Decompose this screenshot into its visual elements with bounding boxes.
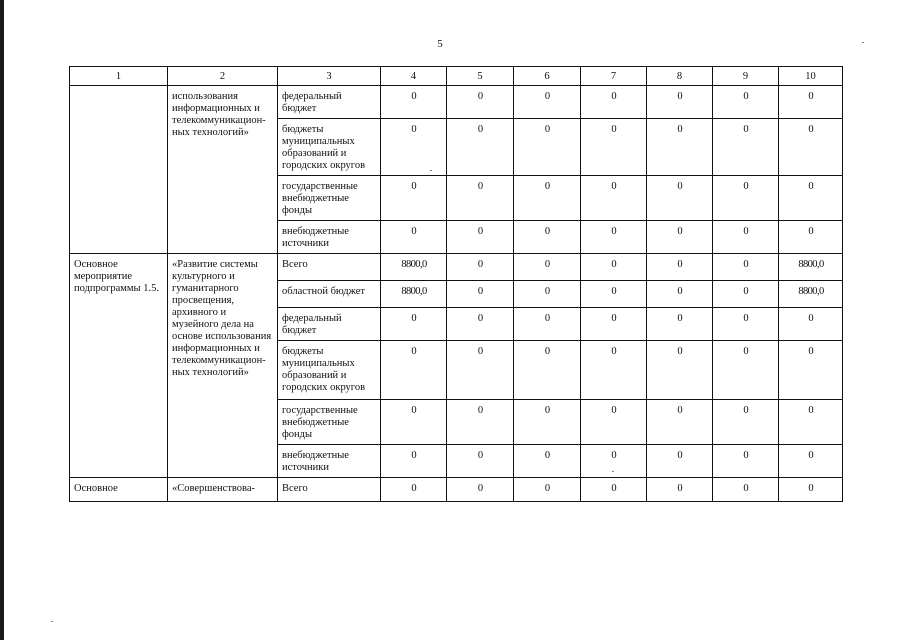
value-cell: 8800,0 — [779, 254, 843, 281]
funding-source-cell: государственные внебюджетные фонды — [278, 400, 381, 445]
value-cell: 0 — [514, 281, 581, 308]
header-cell-9: 9 — [713, 67, 779, 86]
value-cell: 0 — [647, 445, 713, 478]
header-cell-5: 5 — [447, 67, 514, 86]
header-row — [70, 67, 843, 86]
value-cell: 0 — [647, 119, 713, 176]
value-cell: 0 — [447, 86, 514, 119]
value-cell: 0 — [581, 341, 647, 400]
value-cell: 0 — [779, 86, 843, 119]
activity-name-cell: «Совершенствова- — [168, 478, 278, 502]
value-cell: 0 — [381, 400, 447, 445]
funding-source-cell: федеральный бюджет — [278, 86, 381, 119]
scan-edge-bar — [0, 0, 4, 640]
table-body — [70, 86, 843, 502]
value-cell: 0 — [713, 445, 779, 478]
funding-source-cell: государственные внебюджетные фонды — [278, 176, 381, 221]
value-cell: 0 — [779, 341, 843, 400]
table-row — [70, 254, 843, 281]
value-cell: 0 — [514, 254, 581, 281]
value-cell: 0 — [447, 400, 514, 445]
value-cell: 0 — [647, 254, 713, 281]
value-cell: 0 — [381, 445, 447, 478]
header-cell-8: 8 — [647, 67, 713, 86]
activity-cell: Основное — [70, 478, 168, 502]
value-cell: 0 — [514, 478, 581, 502]
funding-source-cell: внебюджетные источники — [278, 445, 381, 478]
funding-source-cell: внебюджетные источники — [278, 221, 381, 254]
header-cell-2: 2 — [168, 67, 278, 86]
value-cell: 0 — [581, 281, 647, 308]
value-cell: 0 — [647, 400, 713, 445]
value-cell: 0 — [581, 400, 647, 445]
value-cell: 0 — [713, 119, 779, 176]
value-cell: 0 — [514, 400, 581, 445]
value-cell: 0 — [381, 119, 447, 176]
page-number: 5 — [437, 38, 443, 50]
value-cell: 8800,0 — [779, 281, 843, 308]
funding-source-cell: бюджеты муниципальных образований и городских округов — [278, 341, 381, 400]
value-cell: 0 — [447, 221, 514, 254]
value-cell: 0 — [713, 281, 779, 308]
header-cell-4: 4 — [381, 67, 447, 86]
value-cell: 0 — [447, 445, 514, 478]
header-cell-7: 7 — [581, 67, 647, 86]
activity-cell — [70, 86, 168, 254]
value-cell: 0 — [713, 86, 779, 119]
value-cell: 0 — [447, 176, 514, 221]
value-cell: 0 — [713, 176, 779, 221]
value-cell: 0 — [514, 445, 581, 478]
value-cell: 0 — [779, 221, 843, 254]
value-cell: 0 — [647, 281, 713, 308]
value-cell: 0 — [581, 308, 647, 341]
value-cell: 0 — [581, 221, 647, 254]
value-cell: 0 — [447, 341, 514, 400]
table-row — [70, 86, 843, 119]
value-cell: 0 — [447, 308, 514, 341]
value-cell: 0 — [514, 221, 581, 254]
value-cell: 0 — [581, 119, 647, 176]
value-cell: 0 — [514, 341, 581, 400]
funding-source-cell: Всего — [278, 254, 381, 281]
value-cell: 0 — [647, 341, 713, 400]
funding-source-cell: Всего — [278, 478, 381, 502]
value-cell: 0 — [647, 308, 713, 341]
funding-source-cell: федеральный бюджет — [278, 308, 381, 341]
value-cell: 0 — [447, 478, 514, 502]
value-cell: 0 — [647, 478, 713, 502]
value-cell: 0 — [779, 308, 843, 341]
value-cell: 0 — [381, 176, 447, 221]
value-cell: 0 — [713, 400, 779, 445]
header-cell-10: 10 — [779, 67, 843, 86]
value-cell: 0 — [447, 281, 514, 308]
scan-speck — [430, 170, 432, 171]
value-cell: 0 — [581, 445, 647, 478]
value-cell: 0 — [779, 400, 843, 445]
header-cell-1: 1 — [70, 67, 168, 86]
value-cell: 0 — [647, 176, 713, 221]
scan-speck — [51, 621, 53, 622]
funding-source-cell: бюджеты муниципальных образований и городских округов — [278, 119, 381, 176]
value-cell: 0 — [647, 86, 713, 119]
scan-speck — [612, 471, 614, 472]
value-cell: 0 — [713, 221, 779, 254]
value-cell: 0 — [581, 254, 647, 281]
activity-name-cell: использования информационных и телекоммуникацион-ных технологий» — [168, 86, 278, 254]
value-cell: 0 — [779, 445, 843, 478]
table-row — [70, 478, 843, 502]
value-cell: 0 — [713, 308, 779, 341]
value-cell: 0 — [779, 119, 843, 176]
value-cell: 0 — [713, 478, 779, 502]
value-cell: 0 — [381, 308, 447, 341]
value-cell: 0 — [581, 86, 647, 119]
value-cell: 0 — [514, 308, 581, 341]
value-cell: 0 — [581, 176, 647, 221]
value-cell: 0 — [514, 86, 581, 119]
value-cell: 0 — [779, 478, 843, 502]
value-cell: 0 — [514, 176, 581, 221]
value-cell: 0 — [381, 86, 447, 119]
value-cell: 0 — [713, 341, 779, 400]
funding-source-cell: областной бюджет — [278, 281, 381, 308]
value-cell: 8800,0 — [381, 281, 447, 308]
budget-table — [69, 66, 843, 502]
value-cell: 0 — [381, 478, 447, 502]
header-cell-6: 6 — [514, 67, 581, 86]
value-cell: 0 — [647, 221, 713, 254]
value-cell: 0 — [447, 119, 514, 176]
scan-speck — [862, 42, 864, 43]
value-cell: 0 — [713, 254, 779, 281]
value-cell: 0 — [381, 341, 447, 400]
value-cell: 0 — [779, 176, 843, 221]
value-cell: 0 — [581, 478, 647, 502]
activity-cell: Основное мероприятие подпрограммы 1.5. — [70, 254, 168, 478]
value-cell: 0 — [447, 254, 514, 281]
value-cell: 0 — [514, 119, 581, 176]
value-cell: 0 — [381, 221, 447, 254]
header-cell-3: 3 — [278, 67, 381, 86]
value-cell: 8800,0 — [381, 254, 447, 281]
activity-name-cell: «Развитие системы культурного и гуманитарного просвещения, архивного и музейного дела на основе использования информационных и телекоммуникацион-ных технологий» — [168, 254, 278, 478]
